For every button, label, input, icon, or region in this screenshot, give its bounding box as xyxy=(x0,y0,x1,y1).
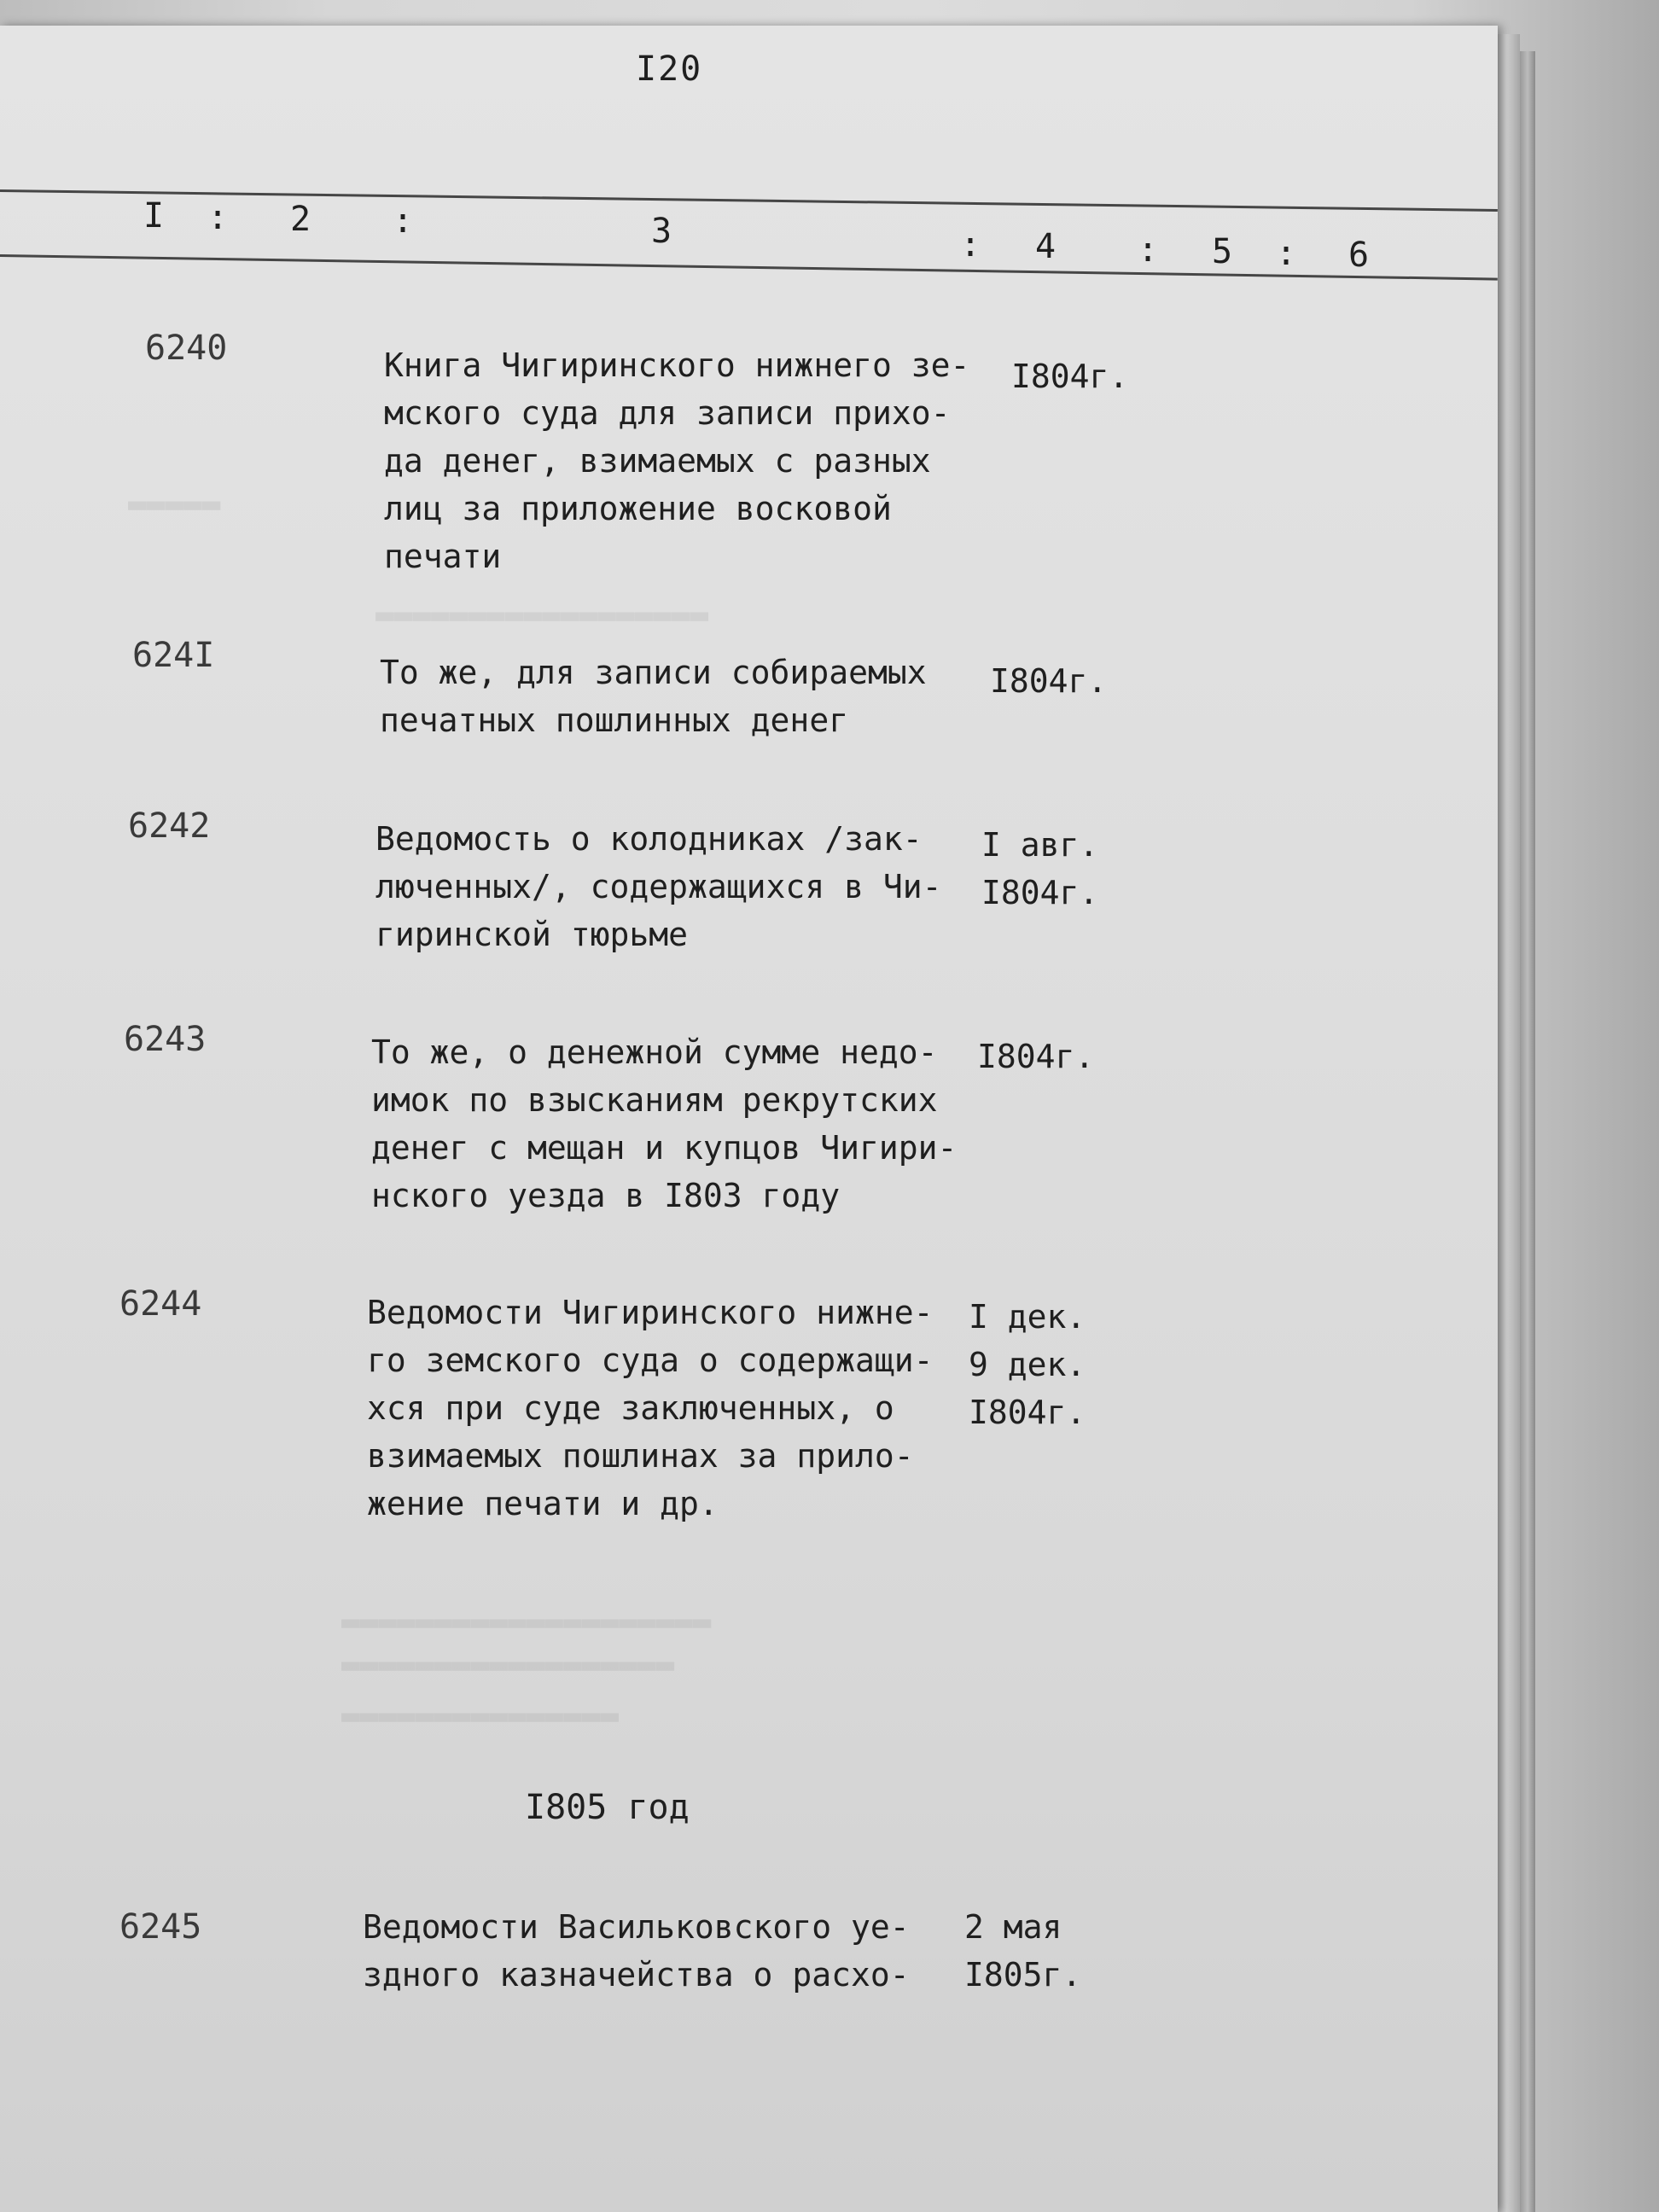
column-separator: : xyxy=(960,225,981,265)
column-header-4: 4 xyxy=(1035,227,1057,266)
page-number: I20 xyxy=(636,49,703,89)
page-stack-edge xyxy=(1498,34,1520,2212)
bleed-through-mark: ▬▬▬▬▬▬▬▬▬▬▬▬▬▬▬▬▬▬ xyxy=(375,597,709,632)
entry-description: То же, о денежной сумме недо- имок по взысканиям рекрутских денег с мещан и купцов Чигири- нского уезда в I803 году xyxy=(371,1033,958,1214)
column-separator: : xyxy=(393,201,414,241)
bleed-through-mark: ▬▬▬▬▬▬▬▬▬▬▬▬▬▬▬ xyxy=(341,1698,620,1733)
entry-date: I804г. xyxy=(1011,358,1129,395)
column-separator: : xyxy=(1138,230,1159,270)
column-header-3: 3 xyxy=(651,212,672,251)
entry-number: 624I xyxy=(132,636,215,675)
column-header-1: I xyxy=(143,196,165,236)
column-header-2: 2 xyxy=(290,200,311,239)
entry-number: 6243 xyxy=(124,1020,207,1059)
year-heading: I805 год xyxy=(525,1788,690,1827)
entry-description: Книга Чигиринского нижнего зе- мского суда для записи прихо- да денег, взимаемых с разных лиц за приложение восковой печати xyxy=(384,346,970,575)
bleed-through-mark: ▬▬▬▬▬ xyxy=(128,486,221,521)
column-separator: : xyxy=(207,198,229,237)
column-header-5: 5 xyxy=(1212,232,1233,271)
entry-description: Ведомости Васильковского уе- здного казначейства о расхо- xyxy=(363,1908,910,1994)
entry-date: I дек. 9 дек. I804г. xyxy=(969,1298,1086,1431)
bleed-through-mark: ▬▬▬▬▬▬▬▬▬▬▬▬▬▬▬▬▬▬▬▬ xyxy=(341,1604,712,1639)
column-header-6: 6 xyxy=(1348,236,1370,275)
entry-number: 6242 xyxy=(128,806,211,846)
column-separator: : xyxy=(1276,234,1297,273)
entry-description: Ведомости Чигиринского нижне- го земского суда о содержащи- хся при суде заключенных, о взимаемых пошлинах за прило- жение печати и др. xyxy=(367,1294,934,1522)
entry-date: I804г. xyxy=(977,1038,1095,1075)
entry-date: I804г. xyxy=(990,662,1108,700)
entry-date: 2 мая I805г. xyxy=(964,1908,1082,1994)
entry-description: Ведомость о колодниках /зак- люченных/, содержащихся в Чи- гиринской тюрьме xyxy=(375,820,942,953)
entry-number: 6245 xyxy=(119,1907,202,1947)
entry-date: I авг. I804г. xyxy=(981,826,1099,911)
bleed-through-mark: ▬▬▬▬▬▬▬▬▬▬▬▬▬▬▬▬▬▬ xyxy=(341,1647,675,1682)
entry-number: 6244 xyxy=(119,1284,202,1324)
entry-description: То же, для записи собираемых печатных пошлинных денег xyxy=(380,654,927,739)
page-stack-edge-back xyxy=(1520,51,1535,2212)
entry-number: 6240 xyxy=(145,329,228,368)
